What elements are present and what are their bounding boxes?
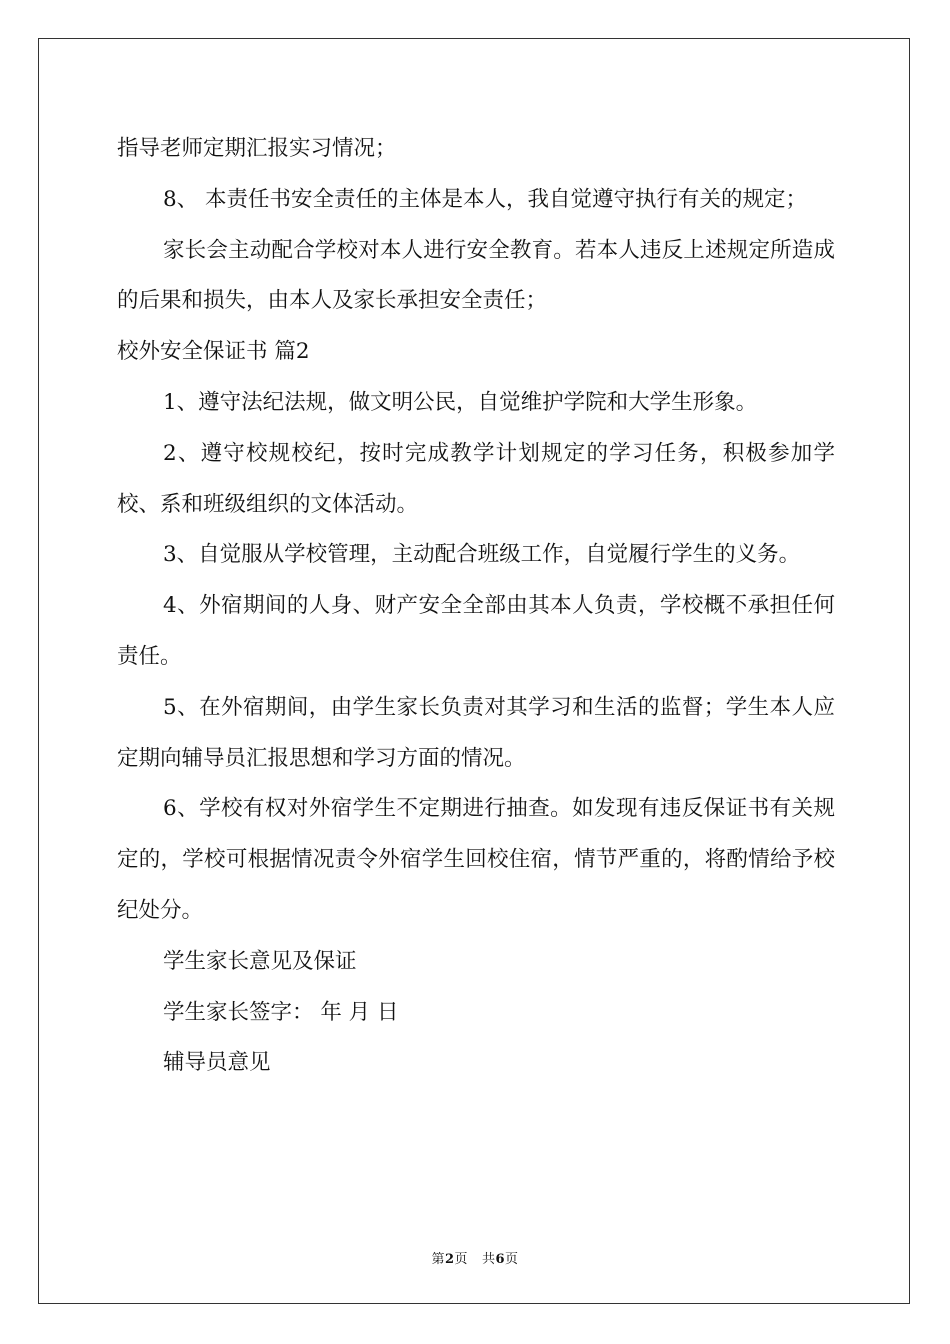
paragraph-item-2: 2、遵守校规校纪，按时完成教学计划规定的学习任务，积极参加学校、系和班级组织的文体活动。 <box>117 440 835 517</box>
footer-total-pages: 6 <box>495 1252 506 1267</box>
page-footer <box>0 1248 950 1267</box>
paragraph-1: 指导老师定期汇报实习情况； <box>117 136 397 161</box>
footer-total-prefix: 共 <box>481 1252 496 1267</box>
footer-page-suffix: 页 <box>454 1252 469 1267</box>
paragraph-3: 家长会主动配合学校对本人进行安全教育。若本人违反上述规定所造成的后果和损失，由本人及家长承担安全责任； <box>117 237 835 314</box>
paragraph-item-3: 3、自觉服从学校管理，主动配合班级工作，自觉履行学生的义务。 <box>163 542 801 568</box>
paragraph-item-4: 4、外宿期间的人身、财产安全全部由其本人负责，学校概不承担任何责任。 <box>117 593 835 669</box>
section-heading: 校外安全保证书 篇2 <box>117 339 310 365</box>
parent-signature-line: 学生家长签字： 年 月 日 <box>163 999 399 1025</box>
counselor-opinion-label: 辅导员意见 <box>163 1050 271 1076</box>
document-body <box>117 124 835 1089</box>
footer-total-suffix: 页 <box>505 1252 519 1267</box>
footer-prefix: 第 <box>431 1252 445 1267</box>
footer-current-page: 2 <box>444 1252 455 1267</box>
paragraph-2: 8、 本责任书安全责任的主体是本人，我自觉遵守执行有关的规定； <box>163 186 808 212</box>
parent-opinion-label: 学生家长意见及保证 <box>163 948 357 974</box>
paragraph-item-1: 1、遵守法纪法规，做文明公民，自觉维护学院和大学生形象。 <box>163 389 758 415</box>
paragraph-item-6: 6、学校有权对外宿学生不定期进行抽查。如发现有违反保证书有关规定的，学校可根据情况责令外宿学生回校住宿，情节严重的，将酌情给予校纪处分。 <box>117 796 835 923</box>
paragraph-item-5: 5、在外宿期间，由学生家长负责对其学习和生活的监督；学生本人应定期向辅导员汇报思想和学习方面的情况。 <box>117 694 835 771</box>
